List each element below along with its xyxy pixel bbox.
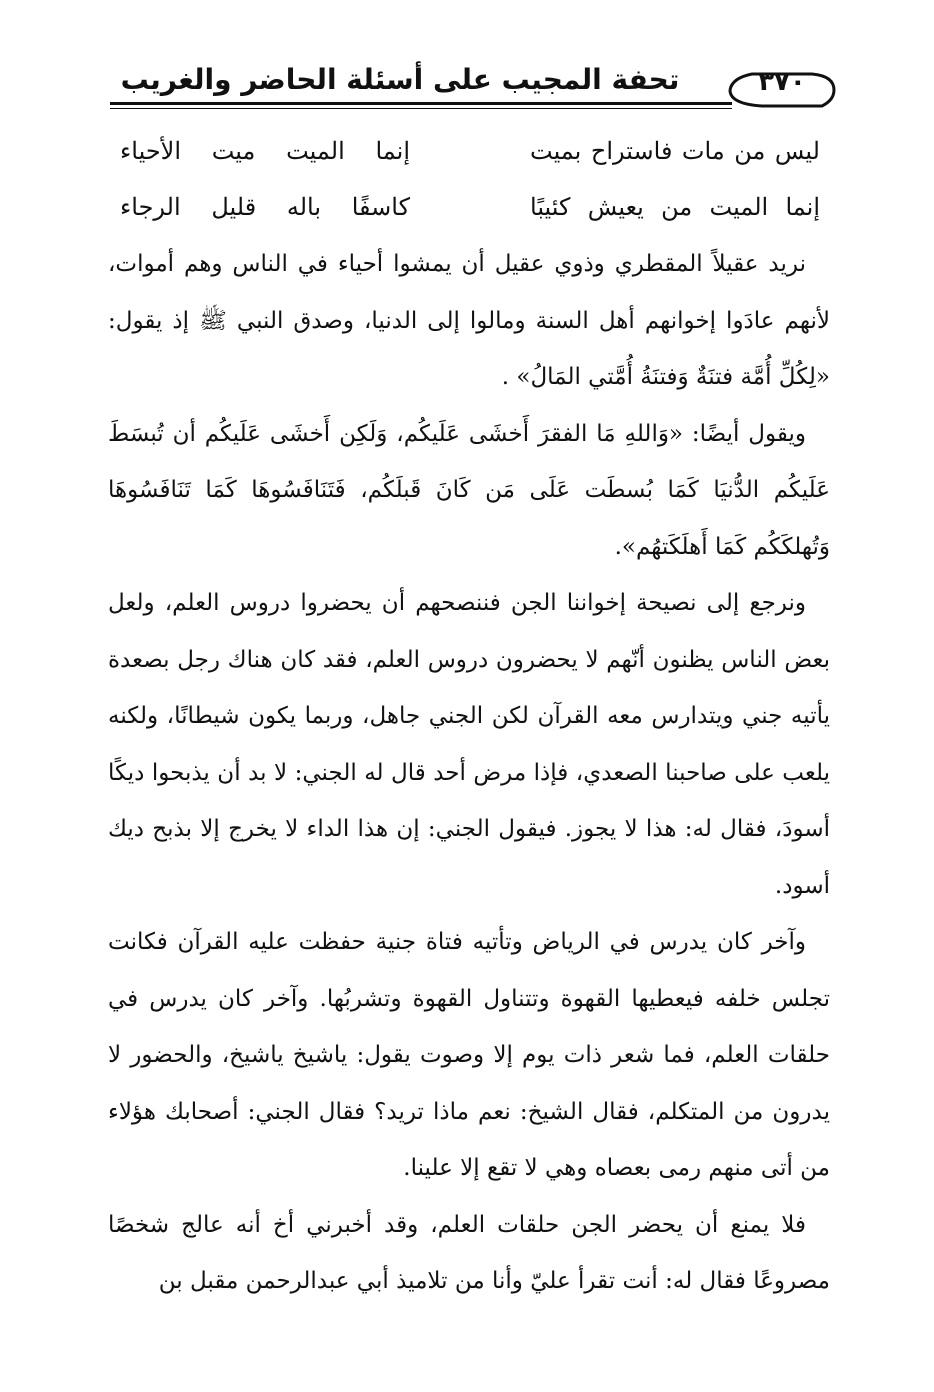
verse-first-hemistich: إنما الميت من يعيش كئيبًا: [530, 193, 820, 221]
paragraph: نريد عقيلاً المقطري وذوي عقيل أن يمشوا أحياء في الناس وهم أموات، لأنهم عادَوا إخوانهم أهل السنة ومالوا إلى الدنيا، وصدق النبي ﷺ إذ يقول: «لِكُلِّ أُمَّة فتنَةٌ وَفتنَةُ أُمَّتي المَالُ» .: [108, 251, 830, 390]
running-title: تحفة المجيب على أسئلة الحاضر والغريب: [120, 63, 680, 96]
poem-block: [110, 128, 830, 240]
page-header: [110, 58, 830, 108]
paragraph: فلا يمنع أن يحضر الجن حلقات العلم، وقد أخبرني أخ أنه عالج شخصًا مصروعًا فقال له: أنت تقرأ عليّ وأنا من تلاميذ أبي عبدالرحمن مقبل بن: [108, 1211, 830, 1294]
verse-second-hemistich: إنما الميت ميت الأحياء: [120, 137, 410, 165]
paragraph: ويقول أيضًا: «وَاللهِ مَا الفقرَ أَخشَى عَلَيكُم، وَلَكِن أَخشَى عَلَيكُم أن تُبسَطَ عَلَيكُم الدُّنيَا كَمَا بُسطَت عَلَى مَن كَانَ قَبلَكُم، فَتَنَافَسُوهَا كَمَا تَنَافَسُوهَا وَتُهلكَكُم كَمَا أَهلَكَتهُم».: [108, 420, 830, 560]
verse-second-hemistich: كاسفًا باله قليل الرجاء: [120, 193, 410, 221]
page-number: ٣٧٠: [758, 67, 806, 97]
header-rule-thin: [110, 108, 732, 109]
header-rule: [110, 102, 732, 105]
body-text: [108, 236, 830, 1310]
poem-verse: [110, 184, 830, 240]
verse-first-hemistich: ليس من مات فاستراح بميت: [530, 137, 820, 165]
paragraph: وآخر كان يدرس في الرياض وتأتيه فتاة جنية حفظت عليه القرآن فكانت تجلس خلفه فيعطيها القهوة وتتناول القهوة وتشربُها. وآخر كان يدرس في حلقات العلم، فما شعر ذات يوم إلا وصوت يقول: ياشيخ ياشيخ، والحضور لا يدرون من المتكلم، فقال الشيخ: نعم ماذا تريد؟ فقال الجني: أصحابك هؤلاء من أتى منهم رمى بعصاه وهي لا تقع إلا علينا.: [108, 929, 830, 1181]
paragraph: ونرجع إلى نصيحة إخواننا الجن فننصحهم أن يحضروا دروس العلم، ولعل بعض الناس يظنون أنّهم لا يحضرون دروس العلم، فقد كان هناك رجل بصعدة يأتيه جني ويتدارس معه القرآن لكن الجني جاهل، وربما يكون شيطانًا، ولكنه يلعب على صاحبنا الصعدي، فإذا مرض أحد قال له الجني: لا بد أن يذبحوا ديكًا أسودَ، فقال له: هذا لا يجوز. فيقول الجني: إن هذا الداء لا يخرج إلا بذبح ديك أسود.: [108, 590, 830, 899]
poem-verse: [110, 128, 830, 184]
